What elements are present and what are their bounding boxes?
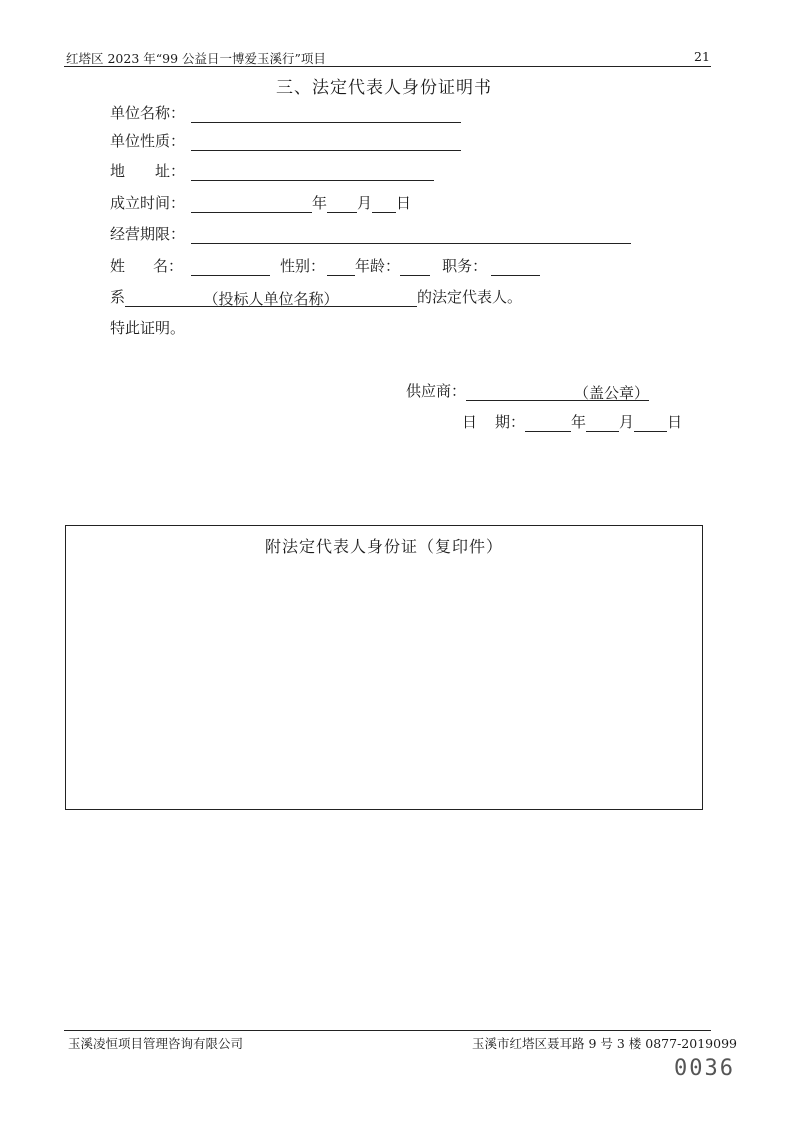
- date-label-2: 期：: [495, 413, 526, 431]
- field-established: [110, 193, 411, 213]
- name-label-2: 名：: [153, 257, 184, 275]
- document-title: 三、法定代表人身份证明书: [276, 78, 492, 98]
- address-label-2: 址：: [155, 162, 186, 180]
- signature-date: [462, 412, 682, 432]
- unit-nature-blank[interactable]: [191, 134, 461, 151]
- business-term-label: 经营期限：: [110, 225, 186, 243]
- id-card-copy-box: [65, 525, 703, 810]
- date-year-label: 年: [571, 413, 587, 431]
- established-month-label: 月: [357, 194, 373, 212]
- address-blank[interactable]: [191, 164, 434, 181]
- supplier-signature: [406, 381, 649, 401]
- legal-rep-statement: [110, 287, 522, 307]
- statement-prefix: 系: [110, 288, 126, 306]
- position-label: 职务：: [442, 257, 488, 275]
- page-number: 21: [694, 49, 710, 64]
- established-day-label: 日: [396, 194, 412, 212]
- field-business-term: [110, 224, 631, 244]
- date-month-label: 月: [619, 413, 635, 431]
- field-address: [110, 161, 434, 181]
- date-year-blank[interactable]: [525, 415, 571, 432]
- age-label: 年龄：: [355, 257, 401, 275]
- established-month-blank[interactable]: [327, 196, 357, 213]
- gender-label: 性别：: [280, 257, 326, 275]
- footer-rule: [64, 1030, 711, 1031]
- field-unit-nature: [110, 131, 461, 151]
- established-day-blank[interactable]: [372, 196, 396, 213]
- footer-company: 玉溪凌恒项目管理咨询有限公司: [68, 1036, 244, 1051]
- date-month-blank[interactable]: [586, 415, 619, 432]
- footer-address: 玉溪市红塔区聂耳路 9 号 3 楼 0877-2019099: [472, 1036, 737, 1051]
- established-year-label: 年: [312, 194, 328, 212]
- date-day-blank[interactable]: [634, 415, 667, 432]
- established-year-blank[interactable]: [191, 196, 312, 213]
- gender-blank[interactable]: [327, 259, 355, 276]
- supplier-label: 供应商：: [406, 382, 467, 400]
- header-rule: [64, 66, 711, 67]
- certify-text: 特此证明。: [110, 319, 186, 337]
- date-label-1: 日: [462, 413, 478, 431]
- id-card-box-title: 附法定代表人身份证（复印件）: [264, 537, 503, 556]
- statement-suffix: 的法定代表人。: [417, 288, 523, 306]
- unit-name-label: 单位名称：: [110, 104, 186, 122]
- name-blank[interactable]: [191, 259, 270, 276]
- field-unit-name: [110, 103, 461, 123]
- position-blank[interactable]: [491, 259, 540, 276]
- bidder-name-blank[interactable]: [125, 289, 417, 307]
- date-day-label: 日: [667, 413, 683, 431]
- supplier-blank[interactable]: [466, 383, 649, 401]
- address-label-1: 地: [110, 162, 126, 180]
- bidder-name-placeholder: （投标人单位名称）: [203, 290, 339, 308]
- field-personal-info: [110, 256, 540, 276]
- unit-name-blank[interactable]: [191, 106, 461, 123]
- business-term-blank[interactable]: [191, 227, 631, 244]
- page-stamp-number: 0036: [674, 1056, 735, 1081]
- unit-nature-label: 单位性质：: [110, 132, 186, 150]
- established-label: 成立时间：: [110, 194, 186, 212]
- age-blank[interactable]: [400, 259, 430, 276]
- header-project-name: 红塔区 2023 年“99 公益日一博爱玉溪行”项目: [66, 51, 326, 66]
- name-label-1: 姓: [110, 257, 126, 275]
- seal-label: （盖公章）: [574, 384, 650, 402]
